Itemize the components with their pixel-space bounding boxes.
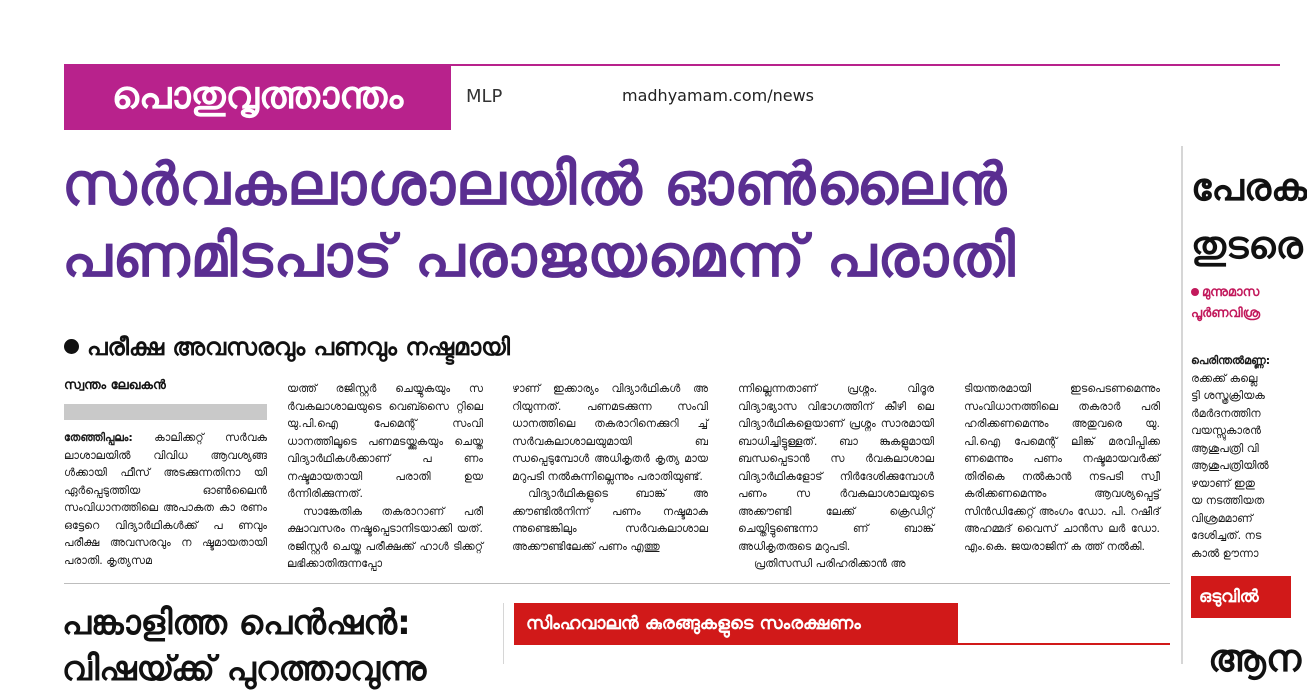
column-4-para-1: ന്നില്ലെന്നതാണ് പ്രശ്നം. വിദൂര വിദ്യാഭ്യാസ വിഭാഗത്തിന് കീഴി ലെ വിദ്യാർഥികളെയാണ് പ്രശ്നം സാരമായി ബാധിച്ചിട്ടുള്ളത്. ബാ ങ്കുകളുമായി ബന്ധപ്പെടാൻ സ ർവകലാശാല വിദ്യാർഥികളോട് നിർദേശിക്കുമ്പോൾ പണം സ ർവകലാശാലയുടെ അക്കൗണ്ടി ലേക്ക് ക്രെഡിറ്റ് ചെയ്തിട്ടുണ്ടെന്നാ ണ് ബാങ്ക് അധികൃതരുടെ മറുപടി. — [738, 382, 934, 553]
story-3-banner: സിംഹവാലൻ കുരങ്ങുകളുടെ സംരക്ഷണം — [514, 603, 958, 645]
story-2-headline — [62, 600, 426, 692]
side-story-body — [1191, 352, 1287, 562]
column-2-para-1: യത്ത് രജിസ്റ്റർ ചെയ്യുകയും സ ർവകലാശാലയുടെ വെബ്സൈ റ്റിലെ യു.പി.ഐ പേമെന്റ് സംവി ധാനത്തിലൂടെ പണമടയ്ക്കുകയും ചെയ്ത വിദ്യാർഥികൾക്കാണ് പ ണം നഷ്ടമായതായി പരാതി ഉയ ർന്നിരിക്കുന്നത്. — [287, 382, 483, 500]
side-line: ഴയാണ് ഇതു — [1191, 476, 1255, 490]
side-headline-line-2: തുടരെ — [1191, 223, 1303, 267]
side-line: രക്കക്ക് കല്ലെ — [1191, 371, 1258, 385]
story-2-line-1: പങ്കാളിത്ത പെൻഷൻ: — [62, 603, 411, 643]
side-line: വിശ്രമമാണ് — [1191, 511, 1253, 525]
story-column-1 — [64, 429, 267, 569]
dateline: തേഞ്ഞിപ്പലം: — [64, 431, 133, 444]
subheadline — [64, 333, 510, 361]
side-line: കാൽ ഊന്നാ — [1191, 546, 1259, 560]
side-line: വയസ്സുകാരൻ — [1191, 424, 1261, 437]
bottom-divider — [503, 603, 504, 664]
byline-bar — [64, 404, 267, 420]
side-dateline: പെരിന്തൽമണ്ണ: — [1191, 354, 1271, 367]
side-line: യ നടത്തിയത — [1191, 494, 1265, 507]
story-divider — [64, 583, 1170, 584]
main-headline — [62, 148, 1162, 292]
bullet-icon — [1191, 288, 1199, 296]
column-3-para-1: ഴാണ് ഇക്കാര്യം വിദ്യാർഥികൾ അ റിയുന്നത്. പണമടക്കുന്ന സംവി ധാനത്തിലെ തകരാറിനെക്കുറി ച്ച് സർവകലാശാലയുമായി ബ ന്ധപ്പെടുമ്പോൾ അധികൃതർ കൃത്യ മായ മറുപടി നൽകുന്നില്ലെന്നും പരാതിയുണ്ട്. — [512, 382, 708, 483]
edition-label: MLP — [466, 86, 503, 107]
side-line: ട്ടി ശസ്ത്രക്രിയക — [1191, 389, 1265, 402]
side-sub-line-2: പൂർണവിശ്ര — [1191, 306, 1261, 321]
website-link[interactable]: madhyamam.com/news — [622, 86, 814, 105]
column-2-para-2: സാങ്കേതിക തകരാറാണ് പരീ ക്ഷാവസരം നഷ്ടപ്പെടാനിടയാക്കി യത്. രജിസ്റ്റർ ചെയ്ത പരീക്ഷക്ക് ഹാൾ ടിക്കറ്റ് ലഭിക്കാതിരുന്നപ്പോ — [287, 504, 483, 570]
side-sub-line-1: മുന്നുമാസ — [1202, 285, 1260, 300]
column-1-text: കാലിക്കറ്റ് സർവക ലാശാലയിൽ വിവിധ ആവശ്യങ്ങ ൾക്കായി ഫീസ് അടക്കുന്നതിനാ യി ഏർപ്പെടുത്തിയ ഓൺലൈൻ സംവിധാനത്തിലെ അപാകത കാ രണം ഒട്ടേറെ വിദ്യാർഥികൾക്ക് പ ണവും പരീക്ഷ അവസരവും ന ഷ്ടമായതായി പരാതി. കൃത്യസമ — [64, 431, 267, 567]
column-5-text: ടിയന്തരമായി ഇടപെടണമെന്നും സംവിധാനത്തിലെ തകരാർ പരി ഹരിക്കണമെന്നും അതുവരെ യു. പി.ഐ പേമെന്റ് ലിങ്ക് മരവിപ്പിക്ക ണമെന്നും പണം നഷ്ടമായവർക്ക് തിരികെ നൽകാൻ നടപടി സ്വീ കരിക്കണമെന്നും ആവശ്യപ്പെട്ട് സിൻഡിക്കേറ്റ് അംഗം ഡോ. പി. റഷീദ് അഹമ്മദ് വൈസ് ചാൻസ ലർ ഡോ. എം.കെ. ജയരാജിന് ക ത്ത് നൽകി. — [964, 382, 1160, 553]
story-column-3 — [512, 380, 708, 566]
column-3-para-2: വിദ്യാർഥികളുടെ ബാങ്ക് അ ക്കൗണ്ടിൽനിന്ന് പണം നഷ്ടമാകു ന്നുണ്ടെങ്കിലും സർവകലാശാല അക്കൗണ്ടിലേക്ക് പണം എത്തു — [512, 487, 708, 553]
side-next-heading: ആന — [1208, 636, 1302, 680]
story-column-2 — [287, 380, 483, 570]
story-column-4 — [738, 380, 934, 570]
side-line: ആശുപത്രി വി — [1191, 441, 1259, 455]
side-headline — [1191, 158, 1307, 274]
side-line: ർമർദനത്തിന — [1191, 406, 1261, 420]
side-line: ദേശിച്ചത്. നട — [1191, 529, 1262, 542]
side-subheadline — [1191, 282, 1291, 324]
subheadline-text: പരീക്ഷ അവസരവും പണവും നഷ്ടമായി — [87, 333, 510, 361]
side-headline-line-1: പേരക — [1191, 165, 1307, 209]
bullet-icon — [64, 339, 79, 354]
story-2-line-2: വിഷയ്‍ക്ക് പുറത്താവുന്നു — [62, 649, 427, 689]
headline-line-1: സർവകലാശാലയിൽ ഓൺലൈൻ — [62, 150, 1008, 218]
headline-line-2: പണമിടപാട് പരാജയമെന്ന് പരാതി — [62, 222, 1016, 290]
byline: സ്വന്തം ലേഖകൻ — [64, 378, 166, 393]
side-line: ആശുപത്രിയിൽ — [1191, 459, 1269, 472]
story-column-5 — [964, 380, 1160, 566]
column-divider — [1181, 146, 1183, 664]
section-tag: പൊതുവൃത്താന്തം — [64, 64, 451, 130]
header-rule — [450, 64, 1280, 66]
column-4-para-2: പ്രതിസന്ധി പരിഹരിക്കാൻ അ — [754, 557, 906, 570]
banner-rule — [958, 643, 1170, 645]
side-section-tag: ഒടുവിൽ — [1191, 576, 1291, 618]
